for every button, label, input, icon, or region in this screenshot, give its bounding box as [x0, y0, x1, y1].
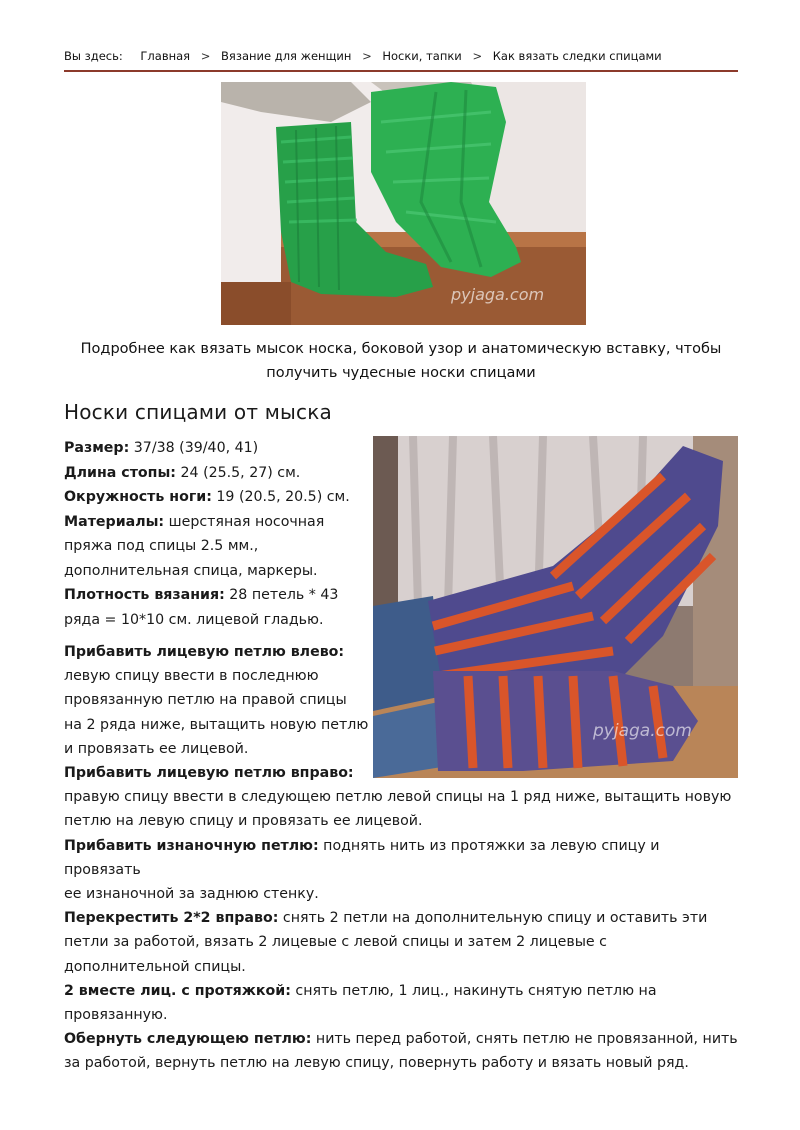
stitch-instructions [64, 640, 740, 1076]
section-title: Носки спицами от мыска [64, 400, 332, 424]
photo-caption: Подробнее как вязать мысок носка, боковой узор и анатомическую вставку, чтобы получить чудесные носки спицами [80, 341, 722, 381]
photo-watermark: pyjaga.com [593, 721, 692, 741]
spec-materials: Материалы: шерстяная носочная [64, 513, 325, 530]
instruction-k2tog: 2 вместе лиц. с протяжкой: снять петлю, 1 лиц., накинуть снятую петлю на провязанную. [64, 982, 657, 1024]
header-divider [64, 70, 738, 72]
instruction-inc-purl: Прибавить изнаночную петлю: поднять нить из протяжки за левую спицу и провязать ее изнаночной за заднюю стенку. [64, 837, 660, 903]
breadcrumb-current-page[interactable]: Как вязать следки спицами [492, 49, 662, 63]
breadcrumb-home-link[interactable]: Главная [140, 49, 191, 63]
instruction-cross: Перекрестить 2*2 вправо: снять 2 петли на дополнительную спицу и оставить эти петли за работой, вязать 2 лицевые с левой спицы и затем 2 лицевые с дополнительной спицы. [64, 910, 708, 975]
green-socks-photo [221, 82, 586, 325]
breadcrumb-separator: > [362, 49, 372, 63]
spec-leg-circumference: Окружность ноги: 19 (20.5, 20.5) см. [64, 489, 350, 505]
breadcrumb-prefix: Вы здесь: [64, 49, 123, 63]
breadcrumb-women-knitting-link[interactable]: Вязание для женщин [221, 49, 352, 63]
instruction-wrap: Обернуть следующею петлю: нить перед работой, снять петлю не провязанной, нить за работой, вернуть петлю на левую спицу, повернуть работу и вязать новый ряд. [64, 1031, 738, 1072]
spec-size: Размер: 37/38 (39/40, 41) [64, 440, 259, 456]
breadcrumb-socks-slippers-link[interactable]: Носки, тапки [382, 49, 462, 63]
spec-gauge: Плотность вязания: 28 петель * 43 [64, 587, 339, 603]
breadcrumb-separator: > [200, 49, 211, 63]
breadcrumb-separator: > [472, 49, 483, 63]
spec-foot-length: Длина стопы: 24 (25.5, 27) см. [64, 464, 301, 481]
instruction-inc-right: Прибавить лицевую петлю вправо: правую спицу ввести в следующею петлю левой спицы на 1 ряд ниже, вытащить новую петлю на левую спицу и провязать ее лицевой. [64, 765, 732, 830]
pattern-specs: Размер: 37/38 (39/40, 41) Длина стопы: 24 (25.5, 27) см. Окружность ноги: 19 (20.5, 20.5) см. Материалы: шерстяная носочная пряжа под спицы 2.5 мм., дополнительная спица, маркеры. Плотность вязания: 28 петель * 43 ряда = 10*10 см. лицевой гладью. [64, 436, 364, 632]
photo-watermark: pyjaga.com [451, 285, 545, 304]
instruction-inc-left: Прибавить лицевую петлю влево: левую спицу ввести в последнюю провязанную петлю на правой спицы на 2 ряда ниже, вытащить новую петлю и провязать ее лицевой. [64, 644, 369, 757]
breadcrumb [64, 49, 662, 63]
